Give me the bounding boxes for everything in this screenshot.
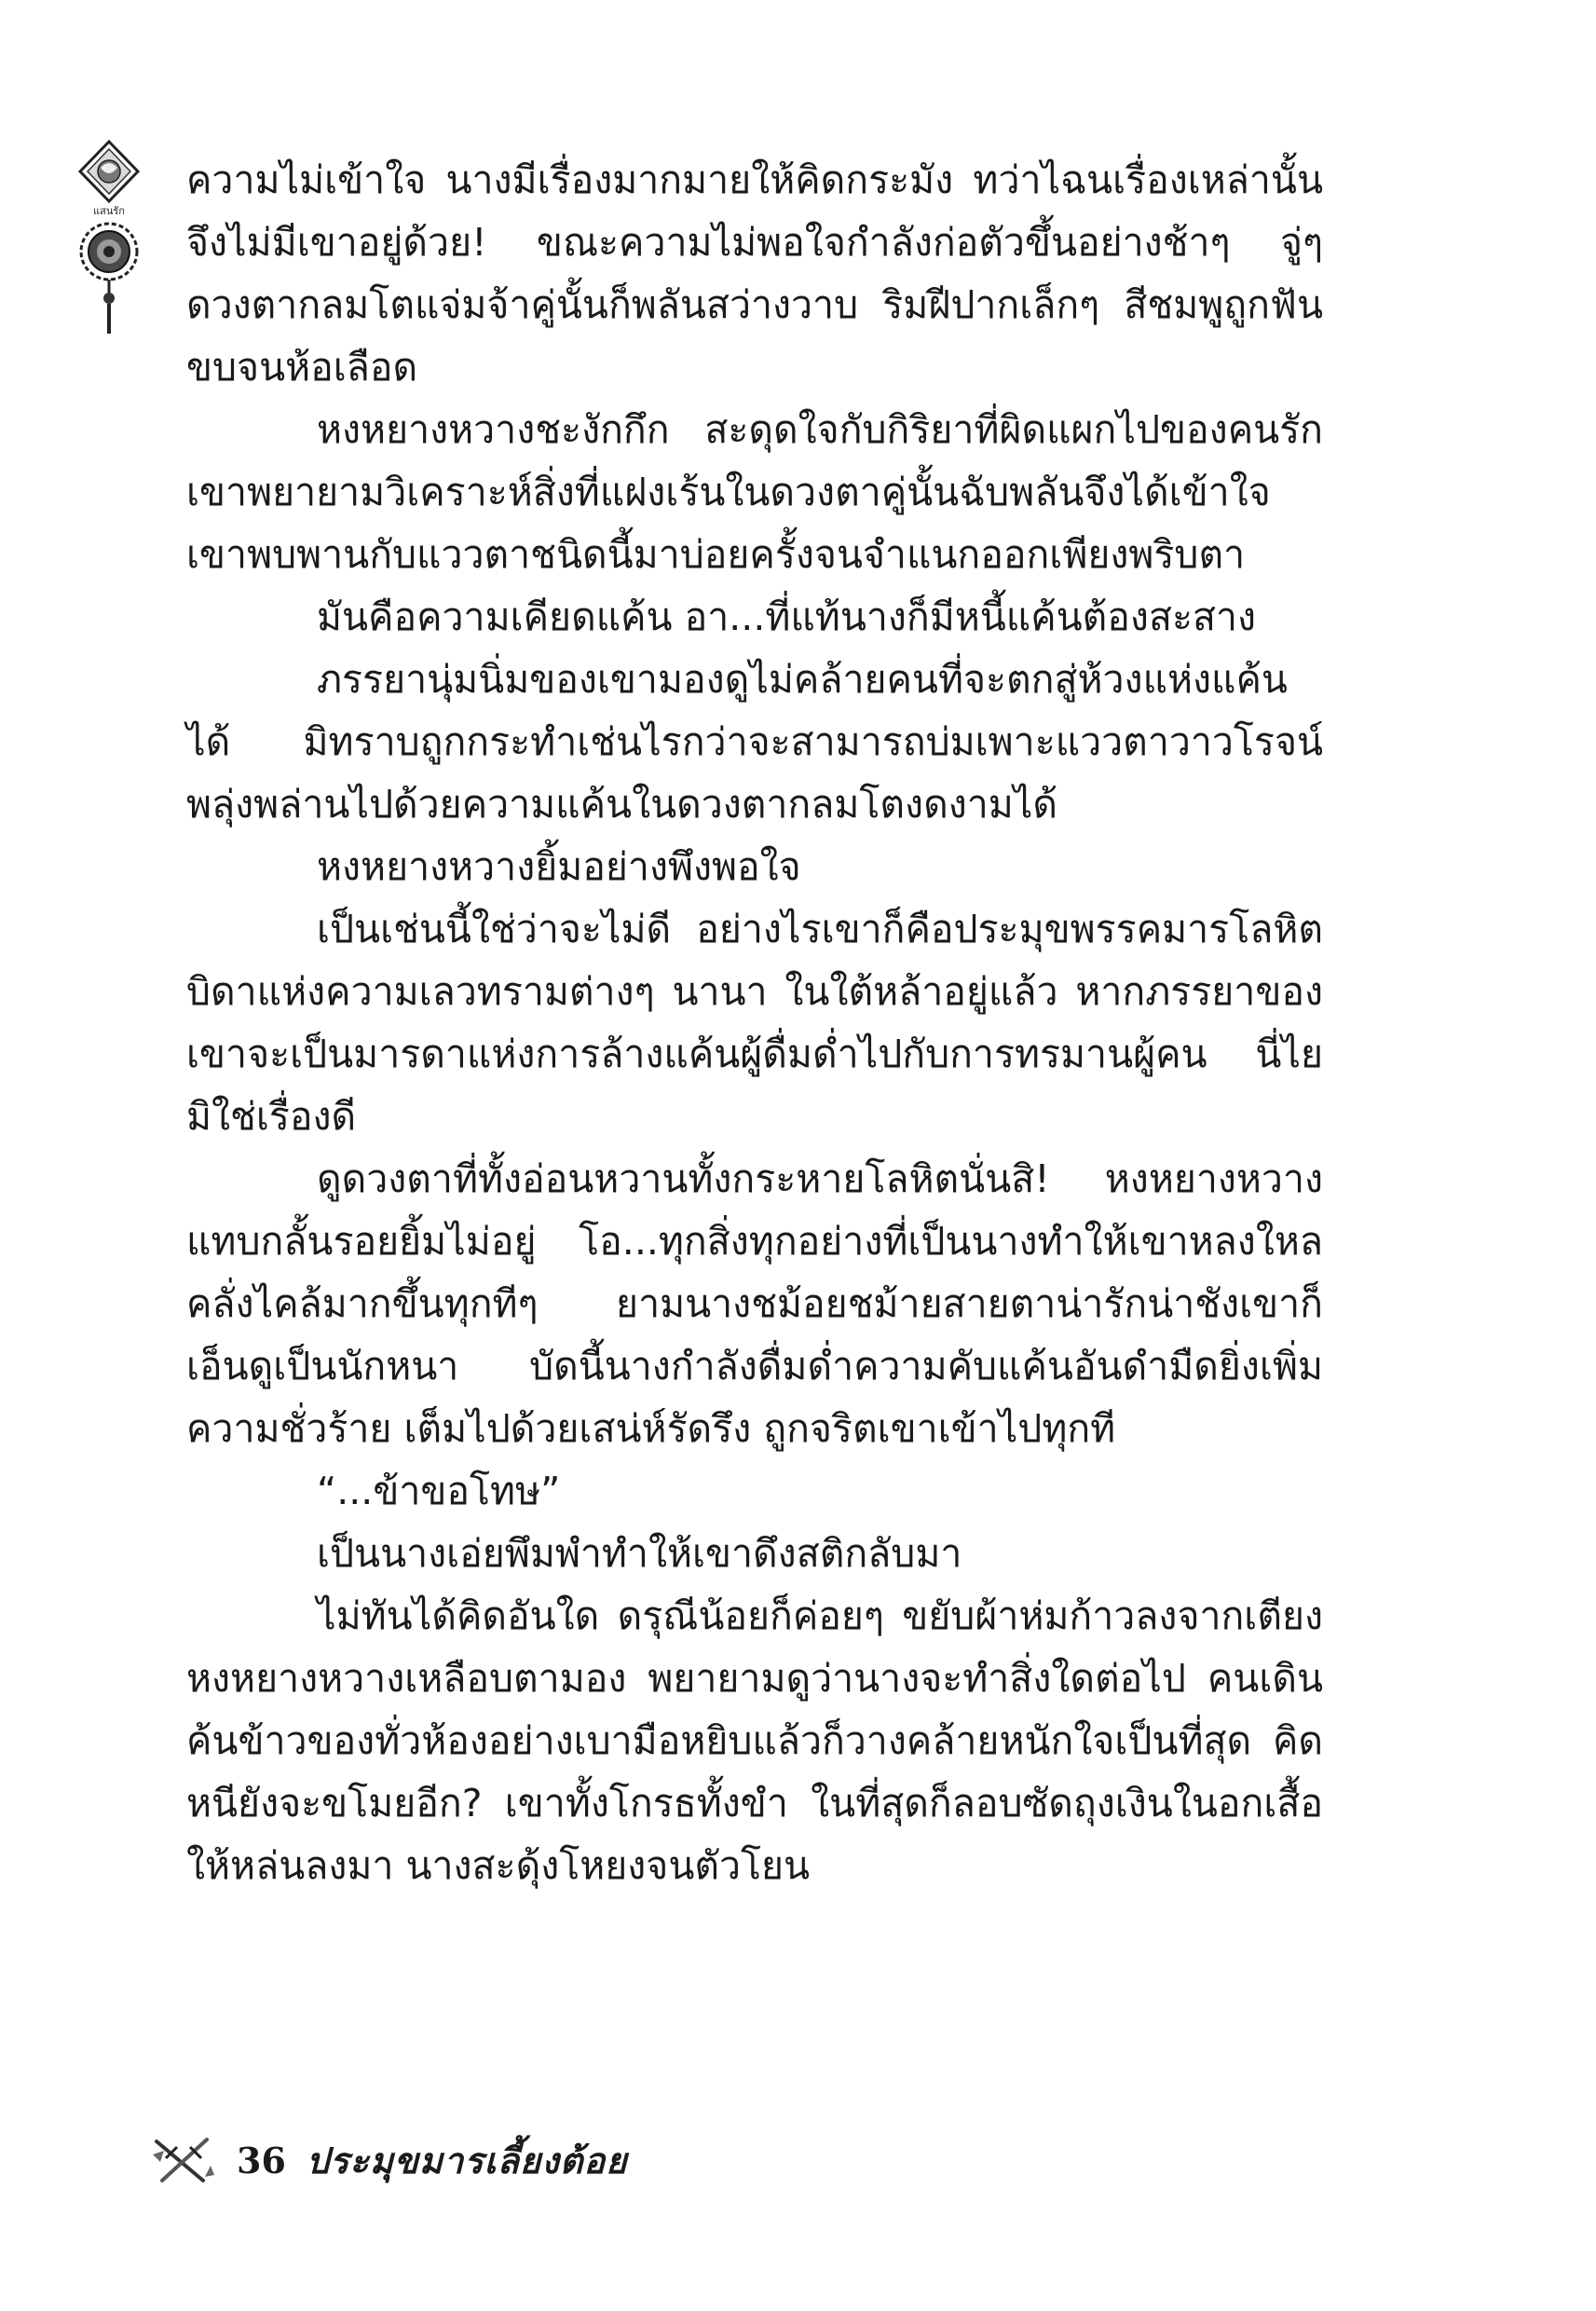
paragraph: ไม่ทันได้คิดอันใด ดรุณีน้อยก็ค่อยๆ ขยับผ้าห่มก้าวลงจากเตียง หงหยางหวางเหลือบตามอง พยายามดูว่านางจะทำสิ่งใดต่อไป คนเดินค้นข้าวของทั่วห้องอย่างเบามือหยิบแล้วก็วางคล้ายหนักใจเป็นที่สุด คิดหนียังจะขโมยอีก? เขาทั้งโกรธทั้งขำ ในที่สุดก็ลอบซัดถุงเงินในอกเสื้อให้หล่นลงมา นางสะดุ้งโหยงจนตัวโยน: [186, 1593, 1323, 1888]
paragraph: “...ข้าขอโทษ”: [317, 1469, 561, 1513]
crossed-swords-icon: [149, 2134, 216, 2186]
paragraph: หงหยางหวางยิ้มอย่างพึงพอใจ: [317, 844, 801, 889]
page-footer: [149, 2132, 628, 2188]
publisher-ornament-icon: [76, 140, 142, 335]
paragraph: เป็นนางเอ่ยพึมพำทำให้เขาดึงสติกลับมา: [317, 1531, 962, 1576]
book-title: ประมุขมารเลี้ยงต้อย: [306, 2139, 628, 2181]
paragraph: หงหยางหวางชะงักกึก สะดุดใจกับกิริยาที่ผิดแผกไปของคนรัก เขาพยายามวิเคราะห์สิ่งที่แฝงเร้นในดวงตาคู่นั้นฉับพลันจึงได้เข้าใจ เขาพบพานกับแววตาชนิดนี้มาบ่อยครั้งจนจำแนกออกเพียงพริบตา: [186, 407, 1323, 577]
paragraph: มันคือความเคียดแค้น อา...ที่แท้นางก็มีหนี้แค้นต้องสะสาง: [317, 595, 1257, 639]
body-text: [186, 149, 1323, 1897]
ornament-label: แสนรัก: [93, 205, 125, 217]
page-number: 36: [237, 2139, 286, 2181]
paragraph: ความไม่เข้าใจ นางมีเรื่องมากมายให้คิดกระมัง ทว่าไฉนเรื่องเหล่านั้นจึงไม่มีเขาอยู่ด้วย! ขณะความไม่พอใจกำลังก่อตัวขึ้นอย่างช้าๆ จู่ๆ ดวงตากลมโตแจ่มจ้าคู่นั้นก็พลันสว่างวาบ ริมฝีปากเล็กๆ สีชมพูถูกฟันขบจนห้อเลือด: [186, 157, 1323, 390]
paragraph: ดูดวงตาที่ทั้งอ่อนหวานทั้งกระหายโลหิตนั่นสิ! หงหยางหวางแทบกลั้นรอยยิ้มไม่อยู่ โอ...ทุกสิ่งทุกอย่างที่เป็นนางทำให้เขาหลงใหลคลั่งไคล้มากขึ้นทุกทีๆ ยามนางชม้อยชม้ายสายตาน่ารักน่าชังเขาก็เอ็นดูเป็นนักหนา บัดนี้นางกำลังดื่มด่ำความคับแค้นอันดำมืดยิ่งเพิ่มความชั่วร้าย เต็มไปด้วยเสน่ห์รัดรึง ถูกจริตเขาเข้าไปทุกที: [186, 1156, 1323, 1451]
paragraph: เป็นเช่นนี้ใช่ว่าจะไม่ดี อย่างไรเขาก็คือประมุขพรรคมารโลหิต บิดาแห่งความเลวทรามต่างๆ นานา ในใต้หล้าอยู่แล้ว หากภรรยาของเขาจะเป็นมารดาแห่งการล้างแค้นผู้ดื่มด่ำไปกับการทรมานผู้คน นี่ไยมิใช่เรื่องดี: [186, 907, 1323, 1139]
paragraph: ภรรยานุ่มนิ่มของเขามองดูไม่คล้ายคนที่จะตกสู่ห้วงแห่งแค้นได้ มิทราบถูกกระทำเช่นไรกว่าจะสามารถบ่มเพาะแววตาวาวโรจน์พลุ่งพล่านไปด้วยความแค้นในดวงตากลมโตงดงามได้: [186, 657, 1323, 827]
